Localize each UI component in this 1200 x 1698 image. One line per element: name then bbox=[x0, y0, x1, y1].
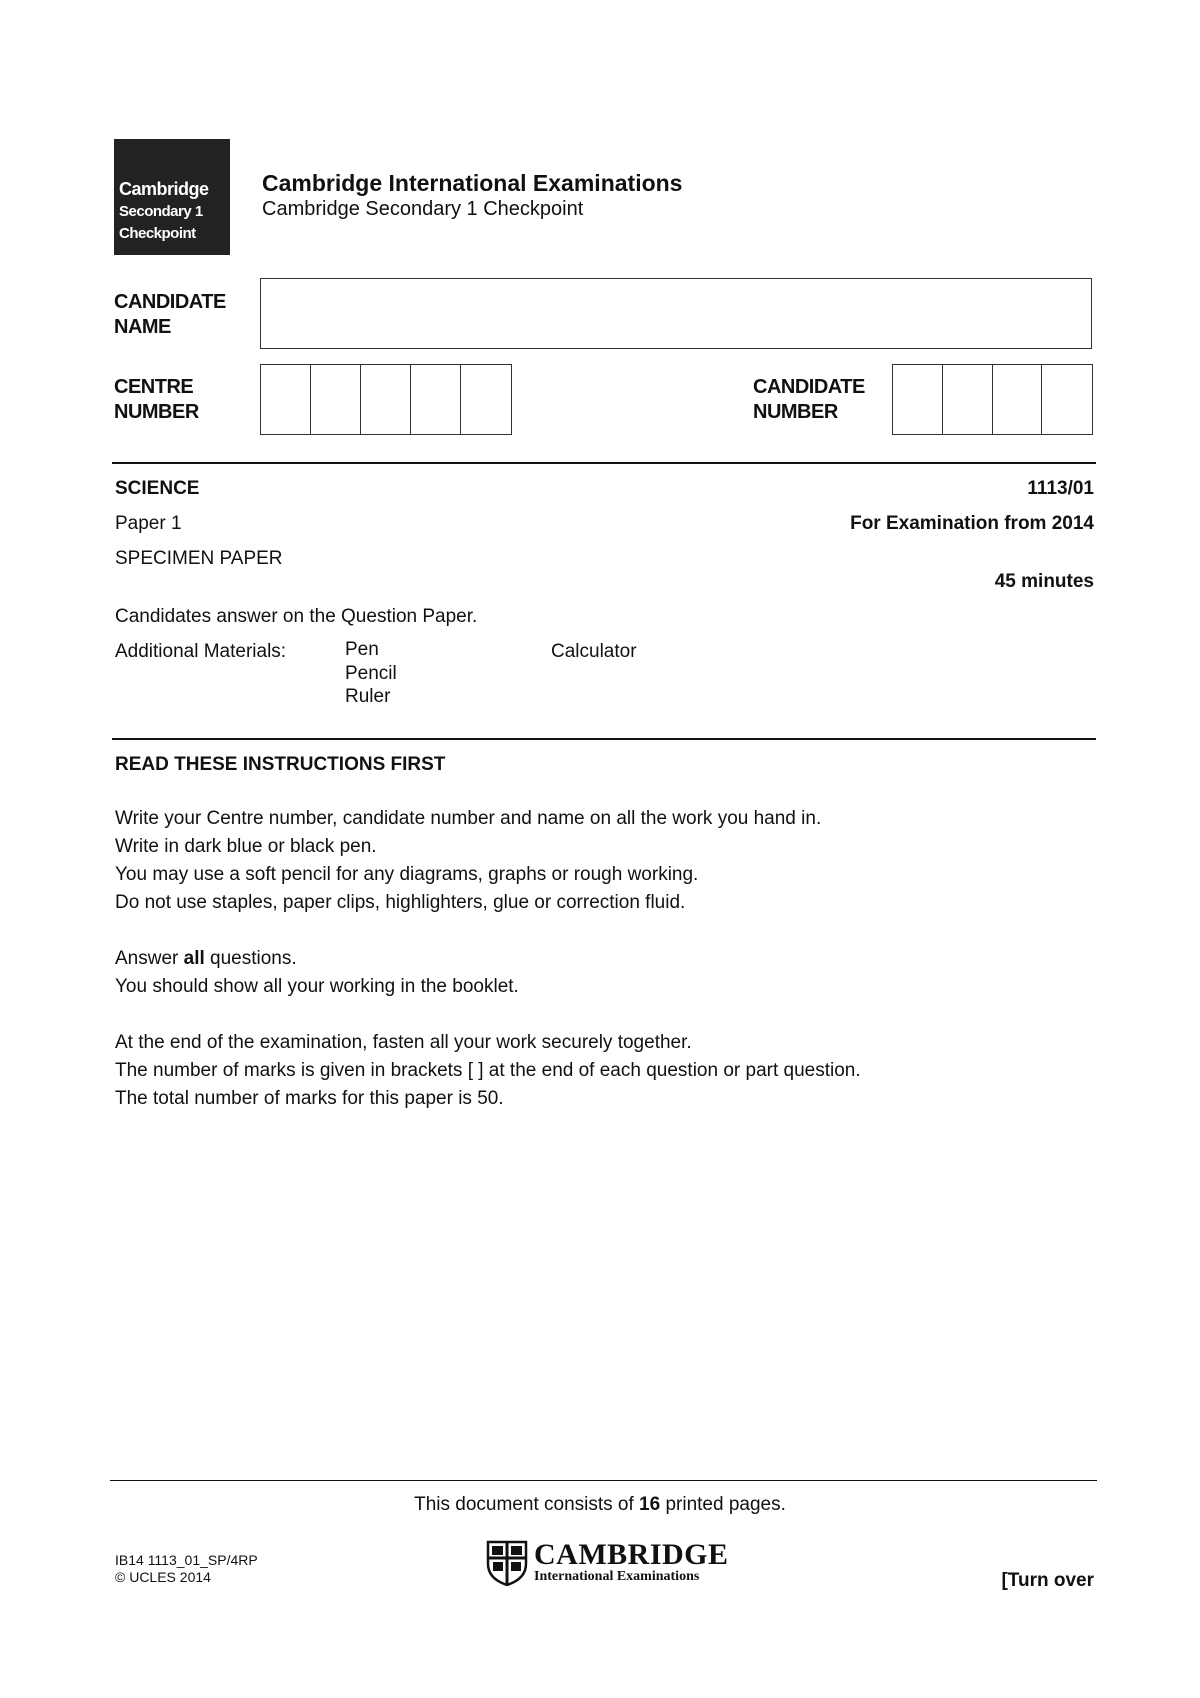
centre-number-label-line2: NUMBER bbox=[114, 401, 199, 423]
candidate-name-label-line2: NAME bbox=[114, 316, 171, 338]
material-pencil: Pencil bbox=[345, 662, 397, 684]
instructions-block-3 bbox=[115, 1029, 861, 1113]
logo-line-1: Cambridge bbox=[119, 179, 209, 199]
exam-from: For Examination from 2014 bbox=[850, 513, 1094, 534]
crest-icon bbox=[486, 1540, 528, 1586]
instructions-body bbox=[115, 805, 861, 1141]
divider-footer bbox=[110, 1480, 1097, 1481]
instruction-answer-prefix: Answer bbox=[115, 948, 184, 969]
instruction-answer-bold: all bbox=[183, 948, 205, 969]
candidate-name-label-line1: CANDIDATE bbox=[114, 291, 226, 313]
checkpoint-logo bbox=[114, 139, 230, 255]
centre-number-digit-5[interactable] bbox=[461, 365, 511, 434]
centre-number-label bbox=[114, 375, 199, 425]
duration: 45 minutes bbox=[994, 571, 1094, 592]
centre-number-digit-3[interactable] bbox=[361, 365, 411, 434]
reference-code: IB14 1113_01_SP/4RP bbox=[115, 1552, 258, 1568]
centre-number-field[interactable] bbox=[260, 364, 512, 435]
subject: SCIENCE bbox=[115, 478, 200, 499]
candidate-number-digit-3[interactable] bbox=[993, 365, 1043, 434]
divider-top bbox=[112, 462, 1096, 464]
copyright: © UCLES 2014 bbox=[115, 1569, 211, 1585]
material-ruler: Ruler bbox=[345, 686, 391, 707]
instructions-heading: READ THESE INSTRUCTIONS FIRST bbox=[115, 754, 446, 775]
page-count-prefix: This document consists of bbox=[414, 1494, 640, 1515]
exam-board-title: Cambridge International Examinations bbox=[262, 170, 683, 196]
turn-over: [Turn over bbox=[1001, 1570, 1094, 1591]
instruction-line: Write your Centre number, candidate number and name on all the work you hand in. bbox=[115, 808, 822, 829]
cambridge-wordmark: CAMBRIDGE bbox=[534, 1538, 729, 1571]
instruction-line: Do not use staples, paper clips, highlighters, glue or correction fluid. bbox=[115, 892, 686, 913]
centre-number-digit-2[interactable] bbox=[311, 365, 361, 434]
instruction-line: You should show all your working in the booklet. bbox=[115, 976, 519, 997]
candidate-name-field[interactable] bbox=[260, 278, 1092, 349]
candidate-number-digit-4[interactable] bbox=[1042, 365, 1092, 434]
candidate-number-label-line2: NUMBER bbox=[753, 401, 838, 423]
document-reference bbox=[115, 1552, 258, 1586]
candidate-number-digit-1[interactable] bbox=[893, 365, 943, 434]
paper-number: Paper 1 bbox=[115, 513, 182, 534]
answer-note: Candidates answer on the Question Paper. bbox=[115, 606, 478, 627]
instruction-line: At the end of the examination, fasten all your work securely together. bbox=[115, 1032, 692, 1053]
centre-number-label-line1: CENTRE bbox=[114, 376, 194, 398]
materials-label: Additional Materials: bbox=[115, 641, 287, 662]
instruction-line: The total number of marks for this paper is 50. bbox=[115, 1088, 504, 1109]
instruction-answer-suffix: questions. bbox=[204, 948, 297, 969]
page-count-number: 16 bbox=[639, 1494, 661, 1515]
exam-board-subtitle: Cambridge Secondary 1 Checkpoint bbox=[262, 198, 584, 220]
instructions-block-1 bbox=[115, 805, 861, 917]
page-count-note bbox=[0, 1494, 1200, 1516]
page-count-suffix: printed pages. bbox=[660, 1494, 786, 1515]
instruction-line: You may use a soft pencil for any diagrams, graphs or rough working. bbox=[115, 864, 699, 885]
paper-code: 1113/01 bbox=[1027, 478, 1094, 499]
candidate-number-label bbox=[753, 375, 865, 425]
instruction-line: Write in dark blue or black pen. bbox=[115, 836, 377, 857]
specimen-label: SPECIMEN PAPER bbox=[115, 548, 283, 569]
cambridge-wordmark-sub: International Examinations bbox=[534, 1569, 700, 1584]
instruction-line: The number of marks is given in brackets [ ] at the end of each question or part question. bbox=[115, 1060, 861, 1081]
material-pen: Pen bbox=[345, 639, 379, 660]
centre-number-digit-1[interactable] bbox=[261, 365, 311, 434]
instructions-block-2 bbox=[115, 945, 861, 1001]
divider-middle bbox=[112, 738, 1096, 740]
candidate-number-digit-2[interactable] bbox=[943, 365, 993, 434]
candidate-number-field[interactable] bbox=[892, 364, 1093, 435]
material-calculator: Calculator bbox=[551, 641, 637, 662]
centre-number-digit-4[interactable] bbox=[411, 365, 461, 434]
materials-list bbox=[345, 638, 397, 709]
logo-line-2: Secondary 1 bbox=[119, 203, 203, 220]
logo-line-3: Checkpoint bbox=[119, 225, 196, 242]
cambridge-logo bbox=[486, 1540, 729, 1586]
candidate-name-label bbox=[114, 290, 226, 340]
candidate-number-label-line1: CANDIDATE bbox=[753, 376, 865, 398]
